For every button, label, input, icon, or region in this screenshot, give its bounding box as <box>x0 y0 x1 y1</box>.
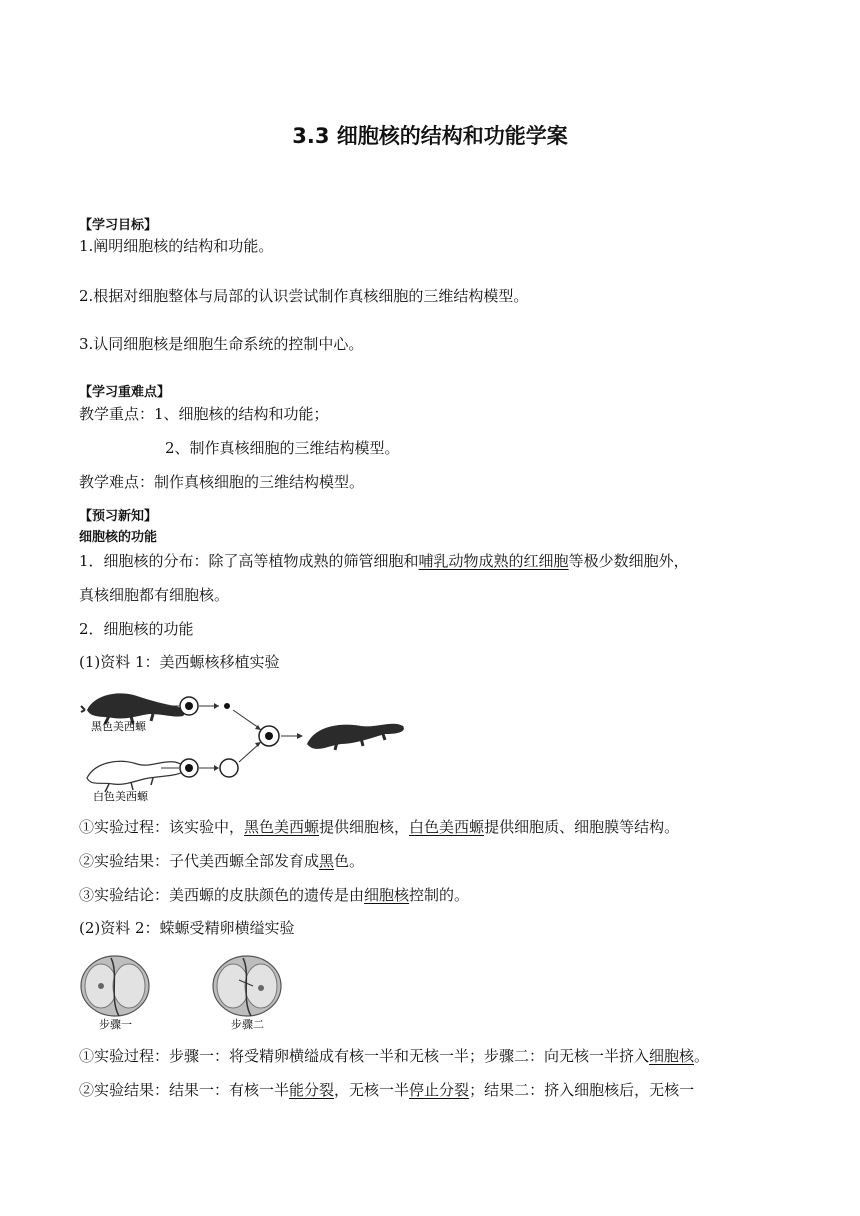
paragraph-distribution-cont: 真核细胞都有细胞核。 <box>79 586 230 604</box>
m1-result <box>79 851 364 871</box>
text: 1．细胞核的分布：除了高等植物成熟的筛管细胞和 <box>79 552 419 570</box>
text: ①实验过程：该实验中， <box>79 818 245 836</box>
text: 控制的。 <box>409 886 470 904</box>
ligated-zygote-step2-icon <box>213 956 281 1016</box>
keypoints-heading: 【学习重难点】 <box>79 385 171 400</box>
text: 等极少数细胞外， <box>568 552 689 570</box>
answer-white-axolotl: 白色美西螈 <box>409 818 485 836</box>
focus-line-1: 教学重点：1、细胞核的结构和功能； <box>79 405 329 423</box>
label-white-axolotl: 白色美西螈 <box>93 790 148 803</box>
text: ①实验过程：步骤一：将受精卵横缢成有核一半和无核一半；步骤二：向无核一半挤入 <box>79 1047 650 1065</box>
axolotl-transplant-figure <box>79 682 409 806</box>
text: 。 <box>694 1047 710 1065</box>
text: ③实验结论：美西螈的皮肤颜色的遗传是由 <box>79 886 365 904</box>
label-step-2: 步骤二 <box>231 1018 264 1031</box>
difficulty-line: 教学难点：制作真核细胞的三维结构模型。 <box>79 473 365 491</box>
material-1-title: (1)资料 1：美西螈核移植实验 <box>79 653 280 671</box>
nucleus-icon <box>224 703 230 709</box>
text: ②实验结果：子代美西螈全部发育成 <box>79 852 320 870</box>
objective-item-1: 1.阐明细胞核的结构和功能。 <box>79 237 274 255</box>
enucleated-cell-icon <box>220 759 238 777</box>
objectives-heading: 【学习目标】 <box>79 218 158 233</box>
label-black-axolotl: 黑色美西螈 <box>91 720 146 733</box>
objective-item-3: 3.认同细胞核是细胞生命系统的控制中心。 <box>79 335 364 353</box>
m2-process <box>79 1046 709 1066</box>
answer-nucleus: 细胞核 <box>649 1047 695 1065</box>
answer-black-axolotl: 黑色美西螈 <box>244 818 320 836</box>
answer-red-blood-cell: 哺乳动物成熟的红细胞 <box>418 552 569 570</box>
label-step-1: 步骤一 <box>99 1018 132 1031</box>
text: ②实验结果：结果一：有核一半 <box>79 1081 290 1099</box>
m1-process <box>79 817 679 837</box>
answer-black: 黑 <box>319 852 335 870</box>
ligated-zygote-step1-icon <box>81 956 149 1016</box>
text: 色。 <box>334 852 365 870</box>
answer-can-divide: 能分裂 <box>289 1081 335 1099</box>
m2-result <box>79 1080 694 1100</box>
page-title: 3.3 细胞核的结构和功能学案 <box>292 124 568 148</box>
answer-nucleus: 细胞核 <box>364 886 410 904</box>
text: 提供细胞质、细胞膜等结构。 <box>484 818 680 836</box>
text: 提供细胞核， <box>319 818 410 836</box>
answer-stop-dividing: 停止分裂 <box>409 1081 470 1099</box>
m1-conclusion <box>79 885 469 905</box>
paragraph-distribution <box>79 551 689 571</box>
preview-subheading: 细胞核的功能 <box>79 530 158 545</box>
objective-item-2: 2.根据对细胞整体与局部的认识尝试制作真核细胞的三维结构模型。 <box>79 287 529 305</box>
white-axolotl-icon <box>87 761 185 792</box>
preview-heading: 【预习新知】 <box>79 509 158 524</box>
zygote-ligation-figure <box>79 950 299 1032</box>
focus-line-2: 2、制作真核细胞的三维结构模型。 <box>165 439 400 457</box>
paragraph-function: 2．细胞核的功能 <box>79 620 194 638</box>
offspring-black-axolotl-icon <box>307 724 404 750</box>
text: ，无核一半 <box>334 1081 410 1099</box>
material-2-title: (2)资料 2：蝾螈受精卵横缢实验 <box>79 919 295 937</box>
text: ；结果二：挤入细胞核后，无核一 <box>469 1081 695 1099</box>
